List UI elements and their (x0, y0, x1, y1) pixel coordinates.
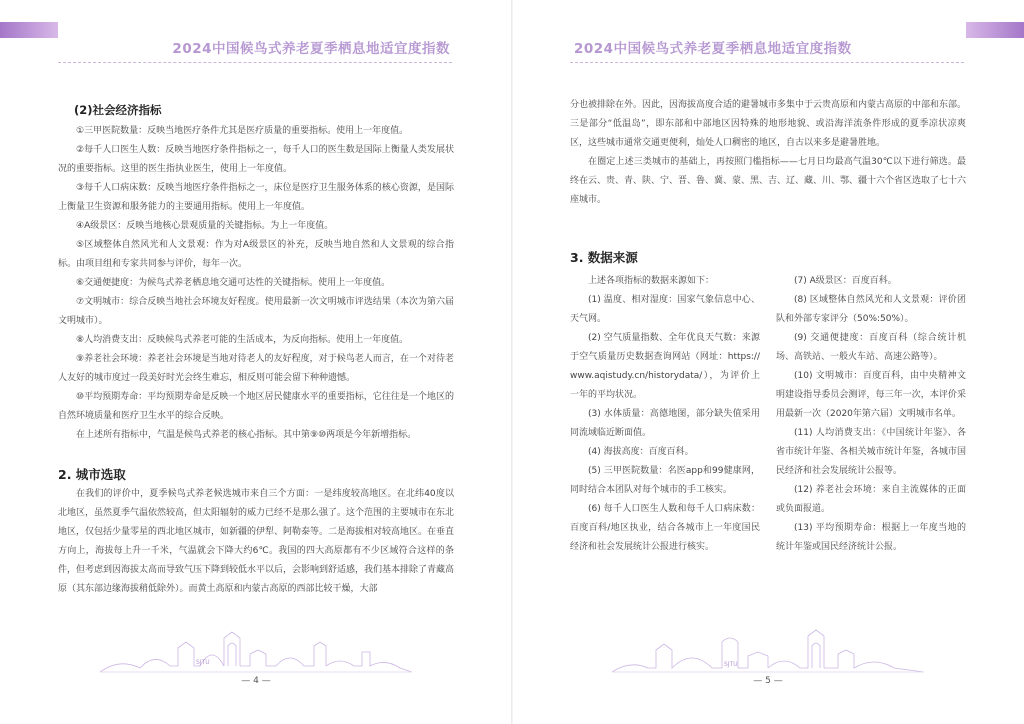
data-source-item: (1) 温度、相对湿度：国家气象信息中心、天气网。 (570, 295, 760, 324)
data-source-item: (12) 养老社会环境：来自主流媒体的正面或负面报道。 (776, 485, 966, 514)
body-paragraph: 在我们的评价中，夏季候鸟式养老候选城市来自三个方面：一是纬度较高地区。在北纬40度以北地区，虽然夏季气温依然较高，但太阳辐射的威力已经不是那么强了。这个范围的主要城市在东北地区，仅包括少量零星的西北地区城市，如新疆的伊犁、阿勒泰等。二是海拔相对较高地区。在垂直方向上，海拔每上升一千米，气温就会下降大约6℃。我国的四大高原都有不少区域符合这样的条件，但考虑到因海拔太高而导致气压下降到较低水平以后，会影响到舒适感，我们基本排除了青藏高原（其东部边缘海拔稍低除外）。而黄土高原和内蒙古高原的西部比较干燥，大部 (58, 489, 455, 594)
skyline-illustration (612, 628, 924, 674)
indicator-item: ②每千人口医生人数：反映当地医疗条件指标之一，每千人口的医生数是国际上衡量人类发展状况的重要指标。这里的医生指执业医生，使用上一年度值。 (58, 145, 454, 174)
data-source-item: 上述各项指标的数据来源如下： (588, 276, 715, 286)
continued-paragraph: 分也被排除在外。因此，因海拔高度合适的避暑城市多集中于云贵高原和内蒙古高原的中部和东部。三是部分“低温岛”，即东部和中部地区因特殊的地形地貌、或沿海洋流条件形成的夏季凉状凉爽区，这些城市通常交通更便利，灿处人口稠密的地区，自古以来多是避暑胜地。 (570, 100, 967, 148)
data-source-item: (13) 平均预期寿命：根据上一年度当地的统计年鉴或国民经济统计公报。 (776, 523, 966, 552)
data-source-item: (9) 交通便捷度：百度百科（综合统计机场、高铁站、一般火车站、高速公路等）。 (776, 333, 966, 362)
indicator-item: ⑦文明城市：综合反映当地社会环境友好程度。使用最新一次文明城市评选结果（本次为第六届文明城市）。 (58, 297, 454, 326)
indicator-item: ③每千人口病床数：反映当地医疗条件指标之一，床位是医疗卫生服务体系的核心资源，是国际上衡量卫生资源和服务能力的主要通用指标。使用上一年度值。 (58, 183, 454, 212)
data-source-item: (7) A级景区：百度百科。 (794, 276, 897, 286)
data-source-item: (8) 区域整体自然风光和人文景观：评价团队和外部专家评分（50%:50%）。 (776, 295, 966, 324)
spacer (58, 445, 454, 465)
left-page-content (58, 96, 454, 599)
data-source-column-left (570, 272, 760, 557)
data-source-item: (6) 每千人口医生人数和每千人口病床数：百度百科/地区执业，结合各城市上一年度国民经济和社会发展统计公报进行核实。 (570, 504, 760, 552)
subsection-title: (2)社会经济指标 (74, 103, 162, 117)
indicator-item: ⑥交通便捷度：为候鸟式养老栖息地交通可达性的关键指标。使用上一年度值。 (76, 278, 391, 288)
running-header-title: 2024中国候鸟式养老夏季栖息地适宜度指数 (574, 41, 852, 57)
section-title-data-sources: 3. 数据来源 (570, 250, 638, 265)
data-source-column-right (776, 272, 966, 557)
summary-paragraph: 在上述所有指标中，气温是候鸟式养老的核心指标。其中第⑨⑩两项是今年新增指标。 (76, 430, 417, 440)
running-header-title: 2024中国候鸟式养老夏季栖息地适宜度指数 (172, 41, 450, 57)
skyline-badge-text: SJTU (724, 661, 738, 668)
spacer (570, 210, 966, 248)
data-source-item: (2) 空气质量指数、全年优良天气数：来源于空气质量历史数据查询网站（网址：https://www.aqistudy.cn/historydata/），为评价上一年的平均状况。 (570, 333, 760, 400)
right-page (512, 0, 1024, 724)
data-source-item: (3) 水体质量：高德地图，部分缺失值采用同流域临近断面值。 (570, 409, 760, 438)
section-title-city-selection: 2. 城市选取 (58, 467, 126, 482)
page-number: — 5 — (753, 676, 783, 686)
skyline-badge-text: SJTU (196, 659, 210, 666)
indicator-item: ⑧人均消费支出：反映候鸟式养老可能的生活成本，为反向指标。使用上一年度值。 (76, 335, 409, 345)
header-dashed-rule (570, 62, 964, 63)
data-source-item: (10) 文明城市：百度百科，由中央精神文明建设指导委员会测评，每三年一次，本评价采用最新一次（2020年第六届）文明城市名单。 (776, 371, 966, 419)
right-page-content (570, 96, 967, 552)
data-source-item: (4) 海拔高度：百度百科。 (588, 447, 694, 457)
indicator-item: ⑩平均预期寿命：平均预期寿命是反映一个地区居民健康水平的重要指标，它往往是一个地区的自然环境质量和医疗卫生水平的综合反映。 (58, 392, 454, 421)
body-paragraph: 在圈定上述三类城市的基础上，再按照门槛指标——七月日均最高气温30℃以下进行筛选。最终在云、贵、青、陕、宁、晋、鲁、冀、蒙、黑、吉、辽、藏、川、鄂、疆十六个省区选取了七十六座城市。 (570, 157, 967, 205)
indicator-item: ④A级景区：反映当地核心景观质量的关键指标。为上一年度值。 (76, 221, 334, 231)
data-source-item: (11) 人均消费支出：《中国统计年鉴》、各省市统计年鉴、各相关城市统计年鉴，各城市国民经济和社会发展统计公报等。 (776, 428, 966, 476)
header-dashed-rule (58, 62, 452, 63)
indicator-item: ⑨养老社会环境：养老社会环境是当地对待老人的友好程度，对于候鸟老人而言，在一个对待老人友好的城市度过一段美好时光会终生难忘，相反则可能会留下种种遗憾。 (58, 354, 454, 383)
skyline-illustration (100, 628, 412, 674)
data-source-item: (5) 三甲医院数量：名医app和99健康网，同时结合本团队对每个城市的手工核实。 (570, 466, 760, 495)
page-number: — 4 — (241, 676, 271, 686)
indicator-item: ⑤区域整体自然风光和人文景观：作为对A级景区的补充，反映当地自然和人文景观的综合指标。由项目组和专家共同参与评价，每年一次。 (58, 240, 454, 269)
indicator-item: ①三甲医院数量：反映当地医疗条件尤其是医疗质量的重要指标。使用上一年度值。 (76, 126, 409, 136)
header-color-tab (966, 22, 1024, 38)
header-color-tab (0, 22, 58, 38)
